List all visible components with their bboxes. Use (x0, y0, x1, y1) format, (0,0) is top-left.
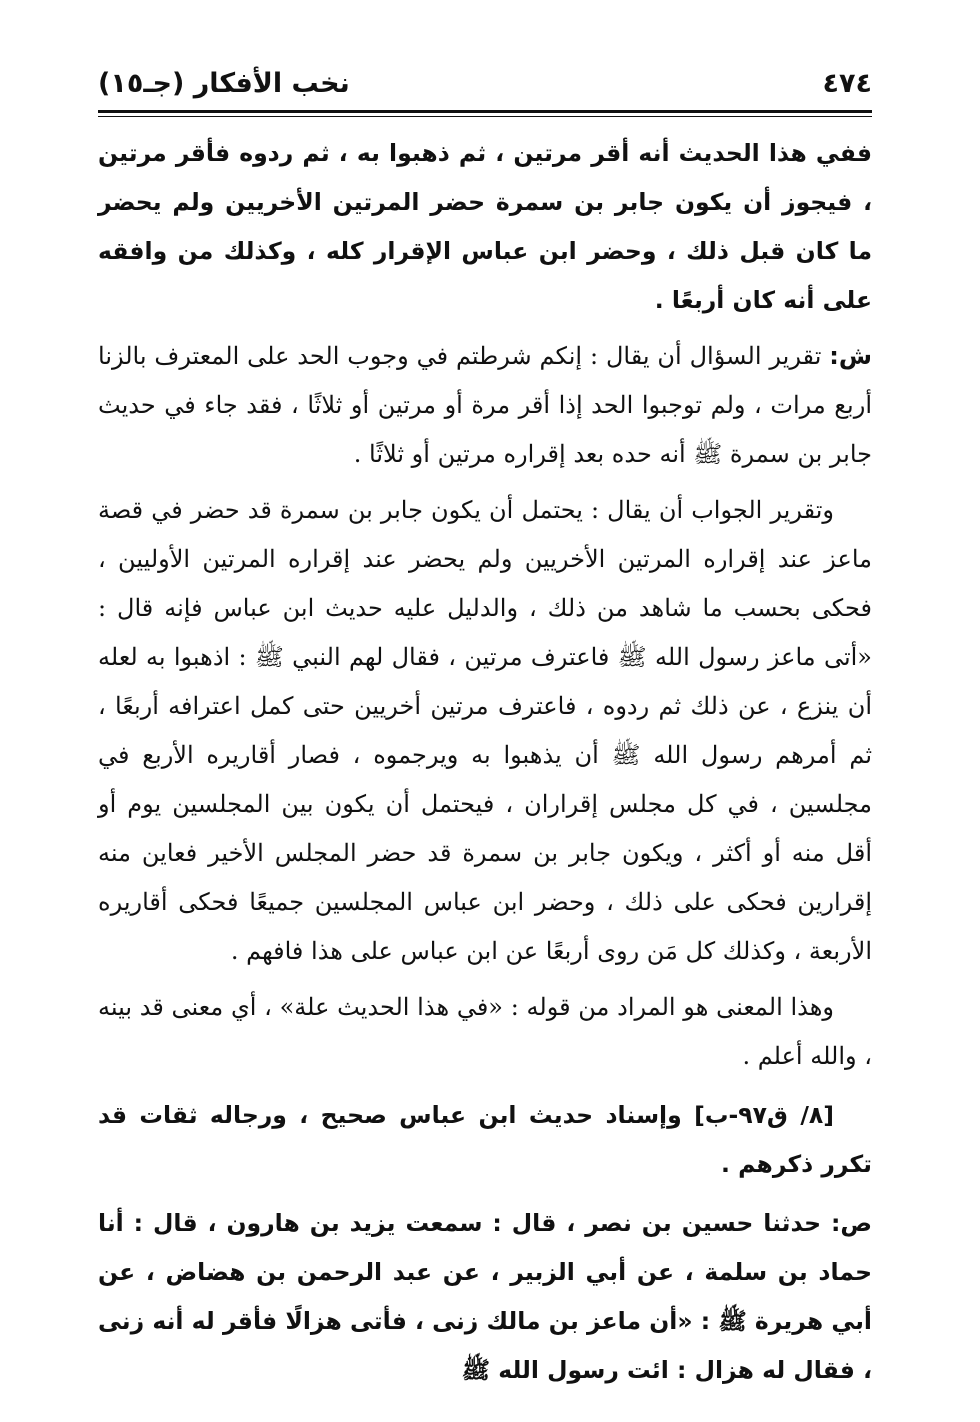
paragraph-6 (98, 1199, 872, 1395)
header-rule-thick (98, 110, 872, 113)
page-header (98, 62, 872, 106)
paragraph-1: ففي هذا الحديث أنه أقر مرتين ، ثم ذهبوا به ، ثم ردوه فأقر مرتين ، فيجوز أن يكون جابر بن سمرة حضر المرتين الأخريين ولم يحضر ما كان قبل ذلك ، وحضر ابن عباس الإقرار كله ، وكذلك من وافقه على أنه كان أربعًا . (98, 139, 872, 314)
page-body (98, 129, 872, 1395)
paragraph-6-text: حدثنا حسين بن نصر ، قال : سمعت يزيد بن هارون ، قال : أنا حماد بن سلمة ، عن أبي الزبير ، عن عبد الرحمن بن هضاض ، عن أبي هريرة ﷺ : «أن ماعز بن مالك زنى ، فأتى هزالًا فأقر له أنه زنى ، فقال له هزال : ائت رسول الله ﷺ (98, 1209, 872, 1384)
paragraph-3: وتقرير الجواب أن يقال : يحتمل أن يكون جابر بن سمرة قد حضر في قصة ماعز عند إقراره المرتين الأخريين ولم يحضر عند إقراره المرتين الأوليين ، فحكى بحسب ما شاهد من ذلك ، والدليل عليه حديث ابن عباس فإنه قال : «أتى ماعز رسول الله ﷺ فاعترف مرتين ، فقال لهم النبي ﷺ : اذهبوا به لعله أن ينزع ، عن ذلك ثم ردوه ، فاعترف مرتين أخريين حتى كمل اعترافه أربعًا ، ثم أمرهم رسول الله ﷺ أن يذهبوا به ويرجموه ، فصار أقاريره الأربع في مجلسين ، في كل مجلس إقراران ، فيحتمل أن يكون بين المجلسين يوم أو أقل منه أو أكثر ، ويكون جابر بن سمرة قد حضر المجلس الأخير فعاين منه إقرارين فحكى على ذلك ، وحضر ابن عباس المجلسين جميعًا فحكى أقاريره الأربعة ، وكذلك كل مَن روى أربعًا عن ابن عباس على هذا فافهم . (98, 496, 872, 965)
page-number: ٤٧٤ (822, 68, 872, 99)
paragraph-2-text: تقرير السؤال أن يقال : إنكم شرطتم في وجوب الحد على المعترف بالزنا أربع مرات ، ولم توجبوا الحد إذا أقر مرة أو مرتين أو ثلاثًا ، فقد جاء في حديث جابر بن سمرة ﷺ أنه حده بعد إقراره مرتين أو ثلاثًا . (98, 342, 872, 468)
book-page (98, 62, 872, 1402)
sad-tag: ص: (831, 1209, 873, 1237)
book-title: نخب الأفكار (جـ١٥) (98, 68, 350, 99)
header-rule-thin (98, 116, 872, 117)
paragraph-5: [٨/ ق٩٧-ب] وإسناد حديث ابن عباس صحيح ، ورجاله ثقات قد تكرر ذكرهم . (98, 1101, 872, 1178)
sharh-tag: ش: (829, 342, 872, 370)
paragraph-4: وهذا المعنى هو المراد من قوله : «في هذا الحديث علة» ، أي معنى قد بينه ، والله أعلم . (98, 993, 872, 1070)
paragraph-2 (98, 332, 872, 479)
